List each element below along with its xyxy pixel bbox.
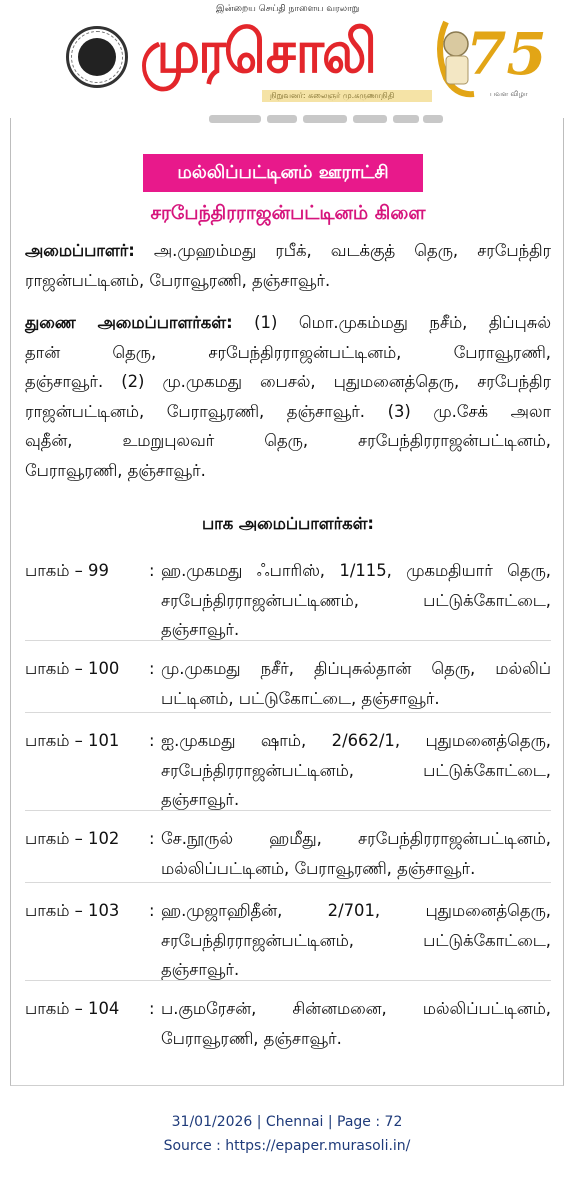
part-colon: : — [149, 659, 155, 678]
part-organizer-line: ஹ.முகமது ஃபாரிஸ், 1/115, முகமதியார் தெரு, — [161, 561, 551, 580]
part-number: பாகம் – 103 — [25, 901, 120, 920]
part-organizer-line: தஞ்சாவூர். — [161, 620, 240, 639]
paragraph-line — [25, 367, 551, 397]
paragraph-line — [25, 397, 551, 427]
part-organizer-line: மல்லிப்பட்டினம், பேராவூரணி, தஞ்சாவூர். — [161, 858, 476, 878]
part-colon: : — [149, 561, 155, 580]
part-divider — [25, 882, 551, 883]
part-colon: : — [149, 731, 155, 750]
paragraph-line — [25, 338, 551, 368]
part-organizer-line: ப.குமரேசன், சின்னமனை, மல்லிப்பட்டினம், — [161, 999, 551, 1018]
paragraph-text: ராஜன்பட்டினம், பேராவூரணி, தஞ்சாவூர். — [25, 270, 331, 290]
paragraph-line — [25, 266, 551, 296]
paragraph-text: வுதீன், உமறுபுலவர் தெரு, சரபேந்திரராஜன்பட்டினம், — [25, 431, 551, 450]
anniversary-75-badge-icon — [416, 8, 547, 104]
part-divider — [25, 980, 551, 981]
paragraph-line — [25, 426, 551, 456]
footer-dateline: 31/01/2026 | Chennai | Page : 72 — [171, 1114, 403, 1130]
footer-source: Source : https://epaper.murasoli.in/ — [163, 1138, 411, 1154]
panchayat-heading-text: மல்லிப்பட்டினம் ஊராட்சி — [177, 161, 389, 183]
part-colon: : — [149, 999, 155, 1018]
part-organizer — [161, 896, 551, 985]
part-organizer-line: சே.நூருல் ஹமீது, சரபேந்திரராஜன்பட்டினம், — [161, 829, 551, 848]
anniversary-caption: பவள விழா — [490, 90, 528, 98]
paragraph-text: பேராவூரணி, தஞ்சாவூர். — [25, 460, 206, 480]
part-organizer-line: சரபேந்திரராஜன்பட்டினம், பட்டுக்கோட்டை, — [161, 930, 551, 950]
cropped-text-remnant — [11, 118, 565, 128]
part-organizer-line: தஞ்சாவூர். — [161, 790, 240, 809]
part-organizer-line: மு.முகமது நசீர், திப்புசுல்தான் தெரு, மல்லிப் — [161, 659, 551, 678]
part-colon: : — [149, 829, 155, 848]
paragraph-line — [25, 456, 551, 486]
part-organizer — [161, 994, 551, 1053]
anniversary-number: 75 — [466, 20, 547, 88]
organizer-paragraph — [25, 236, 551, 295]
part-organizer — [161, 654, 551, 713]
newspaper-logo: முரசொலி — [140, 16, 375, 87]
part-number: பாகம் – 102 — [25, 829, 120, 848]
paragraph-label: அமைப்பாளர்: — [25, 241, 135, 260]
paragraph-text: தஞ்சாவூர். (2) மு.முகமது பைசல், புதுமனைத்தெரு, சரபேந்திர — [25, 372, 551, 391]
paragraph-text: அ.முஹம்மது ரபீக், வடக்குத் தெரு, சரபேந்திர — [134, 241, 551, 260]
part-organizer-line: பட்டினம், பட்டுகோட்டை, தஞ்சாவூர். — [161, 688, 440, 708]
part-organizer-line: ஐ.முகமது ஷாம், 2/662/1, புதுமனைத்தெரு, — [161, 731, 551, 750]
masthead — [0, 0, 574, 118]
parts-title: பாக அமைப்பாளர்கள்: — [201, 514, 374, 533]
part-organizer — [161, 556, 551, 645]
paragraph-line — [25, 236, 551, 266]
article-frame — [10, 118, 564, 1086]
part-number: பாகம் – 100 — [25, 659, 120, 678]
part-colon: : — [149, 901, 155, 920]
masthead-subline-text: நிறுவனர்: கலைஞர் மு.கருணாநிதி — [270, 91, 395, 100]
masthead-tagline: இன்றைய செய்தி நாளைய வரலாறு — [216, 4, 360, 14]
part-number: பாகம் – 99 — [25, 561, 109, 580]
part-divider — [25, 712, 551, 713]
panchayat-heading — [143, 154, 423, 192]
part-organizer — [161, 824, 551, 883]
part-divider — [25, 640, 551, 641]
part-number: பாகம் – 104 — [25, 999, 120, 1018]
party-seal-icon — [66, 26, 128, 88]
part-organizer — [161, 726, 551, 815]
paragraph-text: (1) மொ.முகம்மது நசீம், திப்புசுல் — [232, 313, 551, 332]
masthead-subline — [262, 90, 432, 102]
paragraph-label: துணை அமைப்பாளர்கள்: — [25, 313, 233, 332]
part-organizer-line: பேராவூரணி, தஞ்சாவூர். — [161, 1028, 342, 1048]
deputy-organizers-paragraph — [25, 308, 551, 485]
part-organizer-line: சரபேந்திரராஜன்பட்டினம், பட்டுக்கோட்டை, — [161, 760, 551, 780]
part-organizer-line: ஹ.முஜாஹிதீன், 2/701, புதுமனைத்தெரு, — [161, 901, 551, 920]
paragraph-line — [25, 308, 551, 338]
branch-title: சரபேந்திரராஜன்பட்டினம் கிளை — [150, 202, 426, 224]
part-divider — [25, 810, 551, 811]
paragraph-text: தான் தெரு, சரபேந்திரராஜன்பட்டினம், பேராவூரணி, — [25, 342, 551, 362]
part-organizer-line: தஞ்சாவூர். — [161, 960, 240, 979]
part-organizer-line: சரபேந்திரராஜன்பட்டிணம், பட்டுக்கோட்டை, — [161, 590, 551, 610]
part-number: பாகம் – 101 — [25, 731, 120, 750]
paragraph-text: ராஜன்பட்டினம், பேராவூரணி, தஞ்சாவூர். (3) மு.சேக் அலா — [25, 401, 551, 421]
